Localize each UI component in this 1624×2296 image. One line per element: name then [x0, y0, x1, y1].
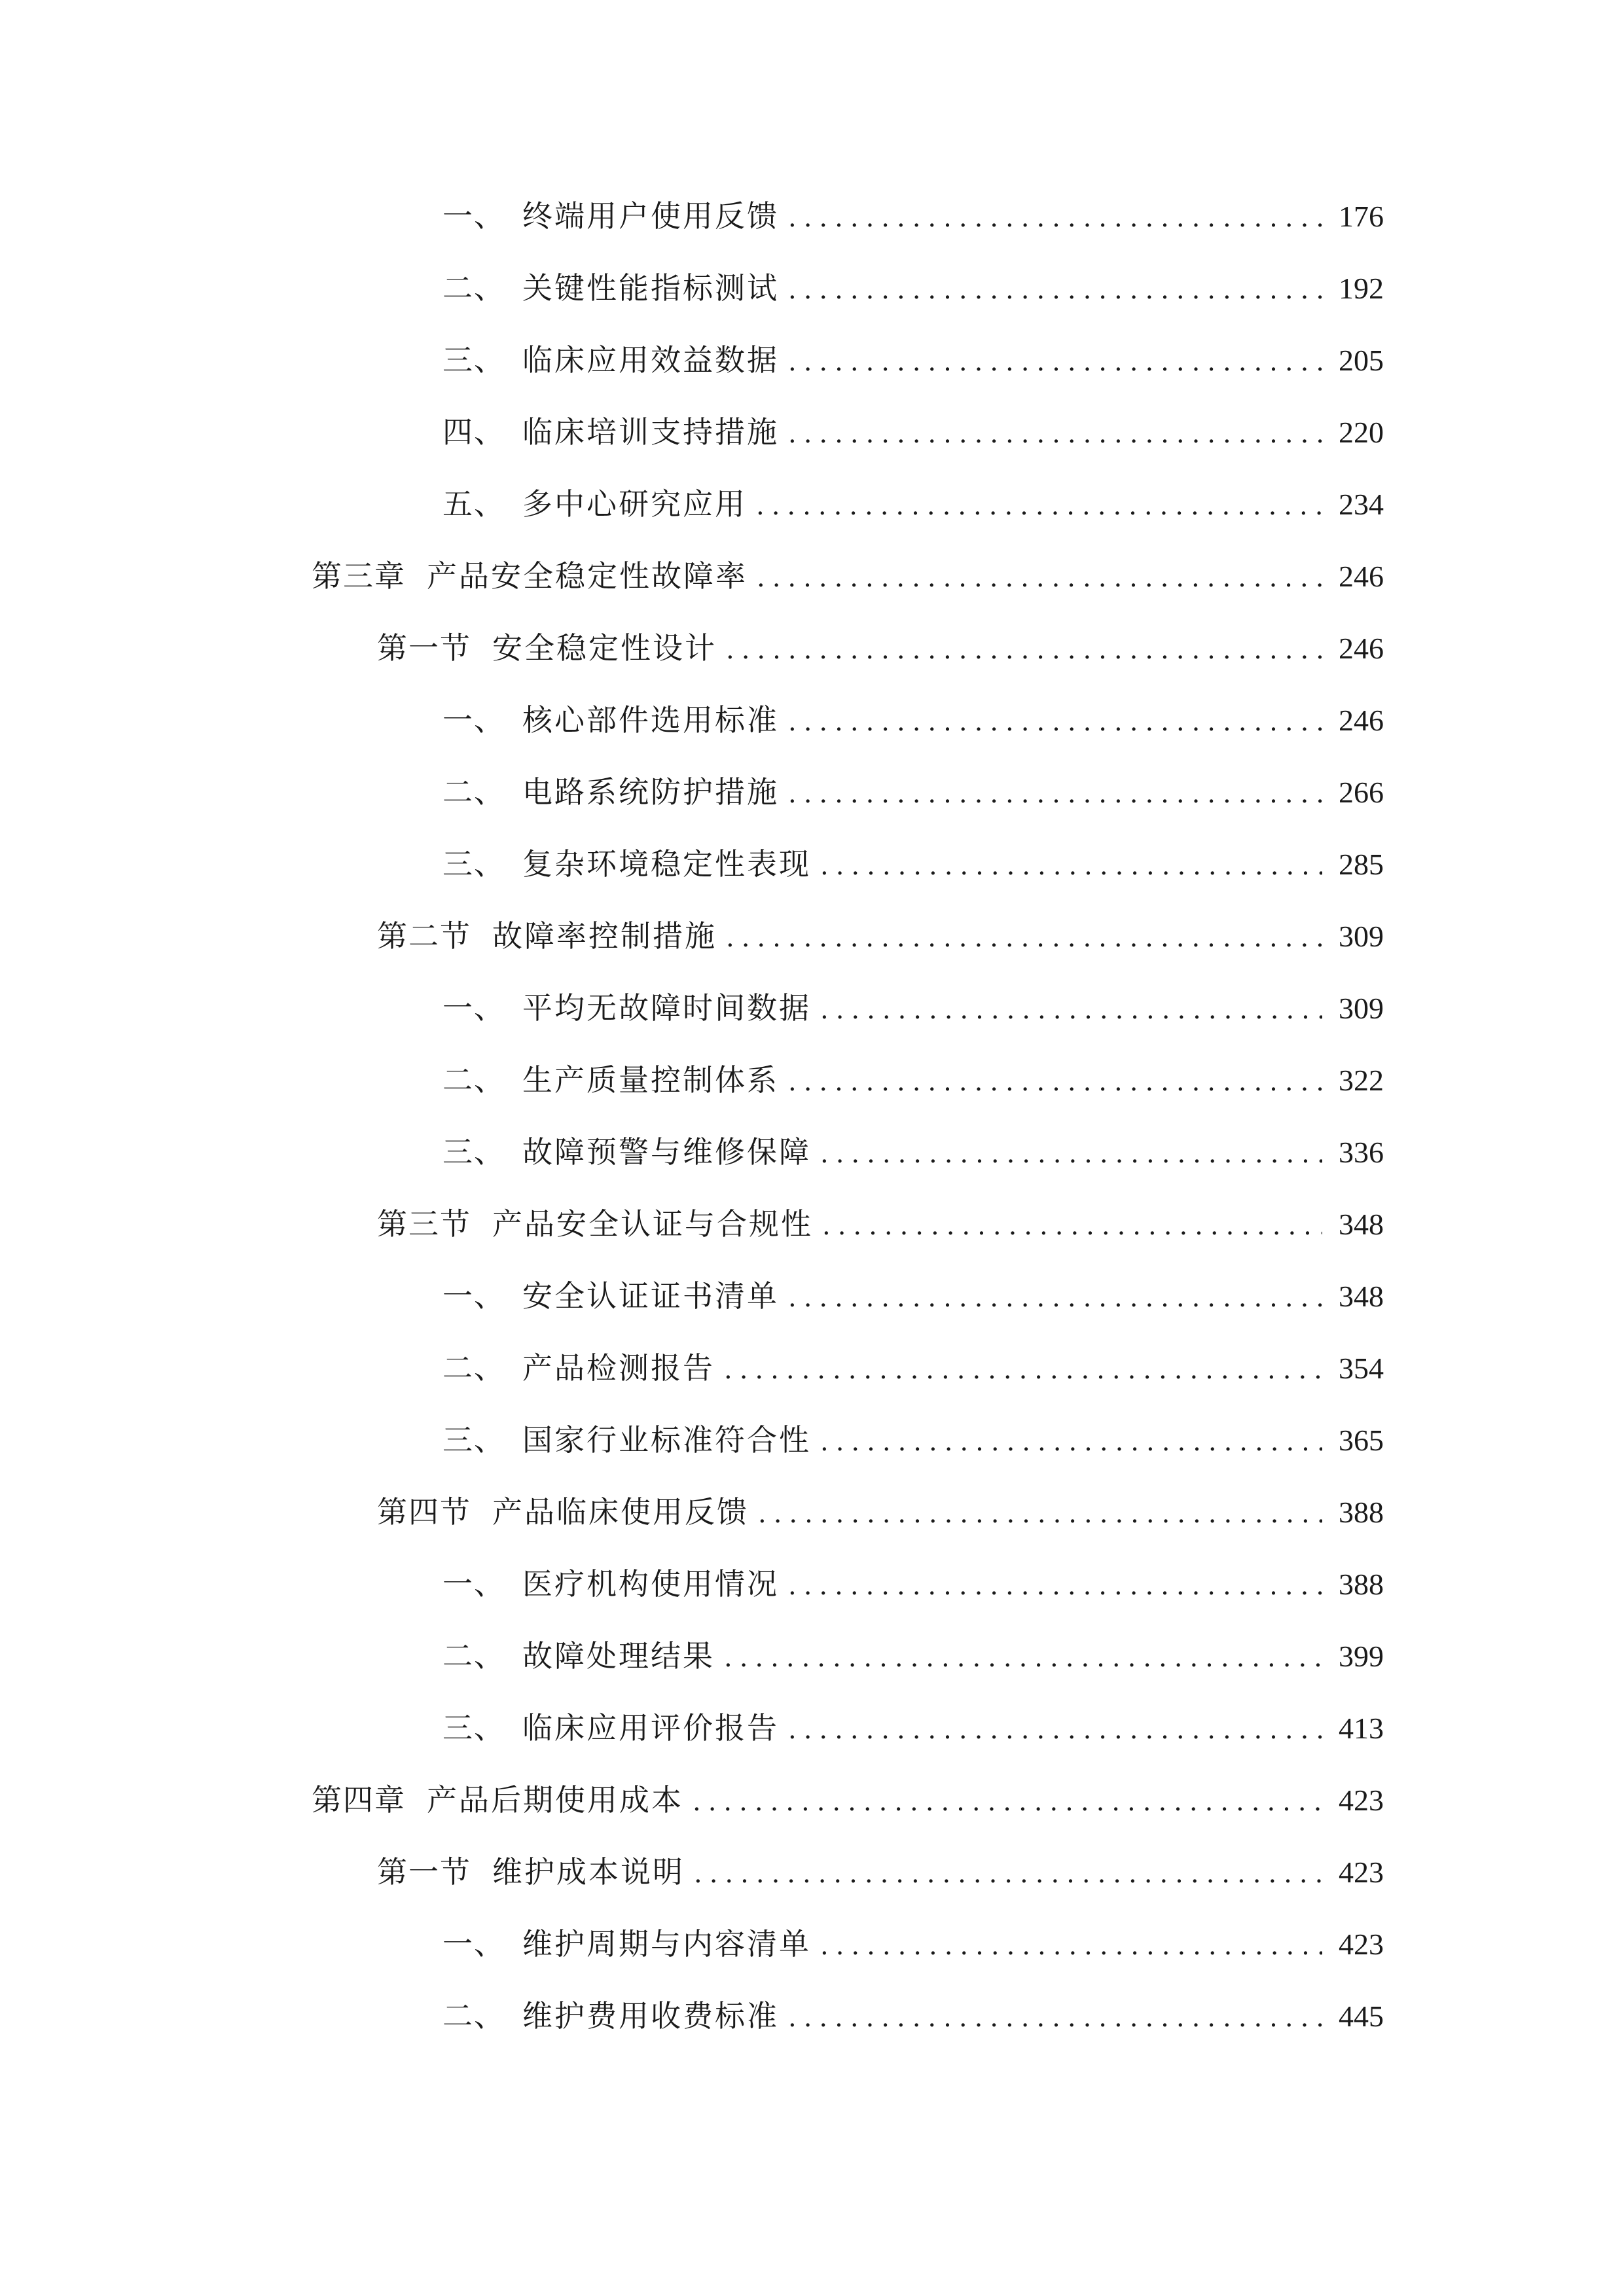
toc-entry-page: 423: [1339, 1784, 1384, 1817]
toc-entry[interactable]: [442, 1920, 1384, 1967]
dot-leader: [788, 1994, 1322, 2041]
toc-entry-page: 423: [1339, 1856, 1384, 1889]
toc-entry[interactable]: [442, 480, 1384, 528]
toc-entry[interactable]: [442, 840, 1384, 888]
toc-entry-page: 192: [1339, 272, 1384, 305]
toc-entry-number: 二、: [442, 1998, 505, 2034]
dot-leader: [757, 554, 1322, 601]
toc-entry-title: 临床应用评价报告: [522, 1710, 779, 1746]
toc-entry-title: 维护费用收费标准: [522, 1998, 779, 2034]
dot-leader: [788, 1274, 1322, 1321]
toc-entry-number: 三、: [442, 1422, 505, 1458]
toc-entry-number: 一、: [442, 990, 505, 1026]
toc-entry-title: 维护成本说明: [492, 1854, 685, 1890]
dot-leader: [788, 1058, 1322, 1105]
toc-entry-title: 产品安全认证与合规性: [492, 1206, 813, 1242]
toc-entry-page: 246: [1339, 560, 1384, 593]
dot-leader: [694, 1850, 1322, 1897]
toc-entry-title: 医疗机构使用情况: [522, 1566, 779, 1602]
toc-entry[interactable]: [442, 1272, 1384, 1319]
toc-entry-title: 复杂环境稳定性表现: [522, 846, 811, 882]
toc-entry-number: 一、: [442, 198, 505, 234]
toc-entry-number: 一、: [442, 1566, 505, 1602]
toc-entry-title: 故障率控制措施: [492, 918, 717, 954]
toc-entry-number: 第一节: [377, 1854, 471, 1890]
toc-entry-number: 第三节: [377, 1206, 471, 1242]
toc-entry-page: 246: [1339, 632, 1384, 665]
toc-entry-page: 234: [1339, 488, 1384, 521]
toc-entry-title: 维护周期与内容清单: [522, 1926, 811, 1962]
toc-entry-number: 第一节: [377, 630, 471, 666]
toc-entry-number: 一、: [442, 1278, 505, 1314]
toc-entry-page: 348: [1339, 1208, 1384, 1241]
toc-entry-page: 285: [1339, 848, 1384, 881]
dot-leader: [724, 1634, 1322, 1681]
dot-leader: [820, 842, 1322, 889]
toc-entry-number: 三、: [442, 342, 505, 378]
toc-entry-title: 生产质量控制体系: [522, 1062, 779, 1098]
toc-entry-number: 第四章: [312, 1782, 406, 1818]
dot-leader: [693, 1778, 1322, 1825]
toc-entry-number: 二、: [442, 1062, 505, 1098]
dot-leader: [726, 914, 1322, 961]
toc-entry-page: 176: [1339, 200, 1384, 233]
toc-entry-number: 四、: [442, 414, 505, 450]
toc-entry-page: 220: [1339, 416, 1384, 449]
toc-entry[interactable]: [442, 408, 1384, 456]
dot-leader: [724, 1346, 1322, 1393]
toc-entry-page: 266: [1339, 776, 1384, 809]
toc-entry-number: 二、: [442, 774, 505, 810]
toc-entry-page: 445: [1339, 2000, 1384, 2033]
toc-entry-title: 产品安全稳定性故障率: [427, 558, 748, 594]
toc-entry-page: 388: [1339, 1568, 1384, 1601]
toc-entry-number: 五、: [442, 486, 505, 522]
toc-entry[interactable]: [442, 264, 1384, 312]
toc-entry[interactable]: [442, 1416, 1384, 1463]
toc-entry-page: 399: [1339, 1640, 1384, 1673]
toc-entry-title: 平均无故障时间数据: [522, 990, 811, 1026]
toc-entry-number: 三、: [442, 1710, 505, 1746]
toc-entry[interactable]: [442, 768, 1384, 816]
dot-leader: [822, 1202, 1322, 1249]
dot-leader: [788, 698, 1322, 745]
toc-entry[interactable]: [442, 1560, 1384, 1607]
toc-entry-page: 322: [1339, 1064, 1384, 1097]
toc-entry-title: 国家行业标准符合性: [522, 1422, 811, 1458]
toc-entry-page: 423: [1339, 1928, 1384, 1961]
toc-entry[interactable]: [442, 984, 1384, 1031]
toc-entry[interactable]: [442, 1992, 1384, 2039]
toc-entry-page: 388: [1339, 1496, 1384, 1529]
toc-entry-section[interactable]: [377, 624, 1384, 672]
toc-entry-page: 205: [1339, 344, 1384, 377]
toc-entry-number: 一、: [442, 1926, 505, 1962]
toc-entry[interactable]: [442, 1632, 1384, 1679]
dot-leader: [820, 1922, 1322, 1969]
dot-leader: [820, 1130, 1322, 1177]
toc-entry-title: 故障处理结果: [522, 1638, 715, 1674]
dot-leader: [788, 1562, 1322, 1609]
dot-leader: [788, 1706, 1322, 1753]
toc-entry-title: 故障预警与维修保障: [522, 1134, 811, 1170]
dot-leader: [820, 986, 1322, 1033]
toc-entry-number: 第二节: [377, 918, 471, 954]
toc-entry[interactable]: [442, 1344, 1384, 1391]
dot-leader: [758, 1490, 1322, 1537]
toc-entry-page: 336: [1339, 1136, 1384, 1169]
dot-leader: [788, 194, 1322, 242]
dot-leader: [788, 338, 1322, 386]
toc-entry-title: 核心部件选用标准: [522, 702, 779, 738]
toc-entry[interactable]: [442, 336, 1384, 384]
toc-entry-page: 354: [1339, 1352, 1384, 1385]
toc-entry-page: 309: [1339, 992, 1384, 1025]
toc-entry-number: 第四节: [377, 1494, 471, 1530]
toc-entry-page: 309: [1339, 920, 1384, 953]
toc-entry-number: 二、: [442, 270, 505, 306]
toc-entry-page: 348: [1339, 1280, 1384, 1313]
toc-entry-page: 413: [1339, 1712, 1384, 1745]
toc-entry-number: 一、: [442, 702, 505, 738]
toc-entry-number: 第三章: [312, 558, 406, 594]
toc-entry-title: 产品检测报告: [522, 1350, 715, 1386]
toc-entry-page: 246: [1339, 704, 1384, 737]
toc-entry[interactable]: [442, 696, 1384, 744]
toc-entry-title: 终端用户使用反馈: [522, 198, 779, 234]
toc-entry-section[interactable]: [377, 1848, 1384, 1895]
toc-entry[interactable]: [442, 1056, 1384, 1103]
toc-entry-section[interactable]: [377, 912, 1384, 960]
dot-leader: [756, 482, 1322, 529]
dot-leader: [726, 626, 1322, 673]
toc-entry-title: 产品临床使用反馈: [492, 1494, 749, 1530]
toc-entry-title: 关键性能指标测试: [522, 270, 779, 306]
toc-entry-section[interactable]: [377, 1488, 1384, 1535]
toc-entry-title: 临床培训支持措施: [522, 414, 779, 450]
toc-entry-page: 365: [1339, 1424, 1384, 1457]
toc-entry-number: 三、: [442, 1134, 505, 1170]
toc-entry-title: 多中心研究应用: [522, 486, 747, 522]
toc-entry-title: 临床应用效益数据: [522, 342, 779, 378]
toc-entry[interactable]: [442, 1128, 1384, 1175]
dot-leader: [788, 410, 1322, 457]
toc-entry-chapter[interactable]: [312, 1776, 1384, 1823]
toc-entry-title: 电路系统防护措施: [522, 774, 779, 810]
dot-leader: [820, 1418, 1322, 1465]
dot-leader: [788, 770, 1322, 817]
toc-entry-title: 安全认证证书清单: [522, 1278, 779, 1314]
toc-entry-chapter[interactable]: [312, 552, 1384, 600]
toc-entry-title: 安全稳定性设计: [492, 630, 717, 666]
toc-entry-number: 二、: [442, 1638, 505, 1674]
toc-entry[interactable]: [442, 1704, 1384, 1751]
toc-entry-number: 二、: [442, 1350, 505, 1386]
dot-leader: [788, 266, 1322, 314]
toc-entry[interactable]: [442, 192, 1384, 240]
toc-entry-title: 产品后期使用成本: [427, 1782, 683, 1818]
toc-entry-number: 三、: [442, 846, 505, 882]
toc-entry-section[interactable]: [377, 1200, 1384, 1247]
